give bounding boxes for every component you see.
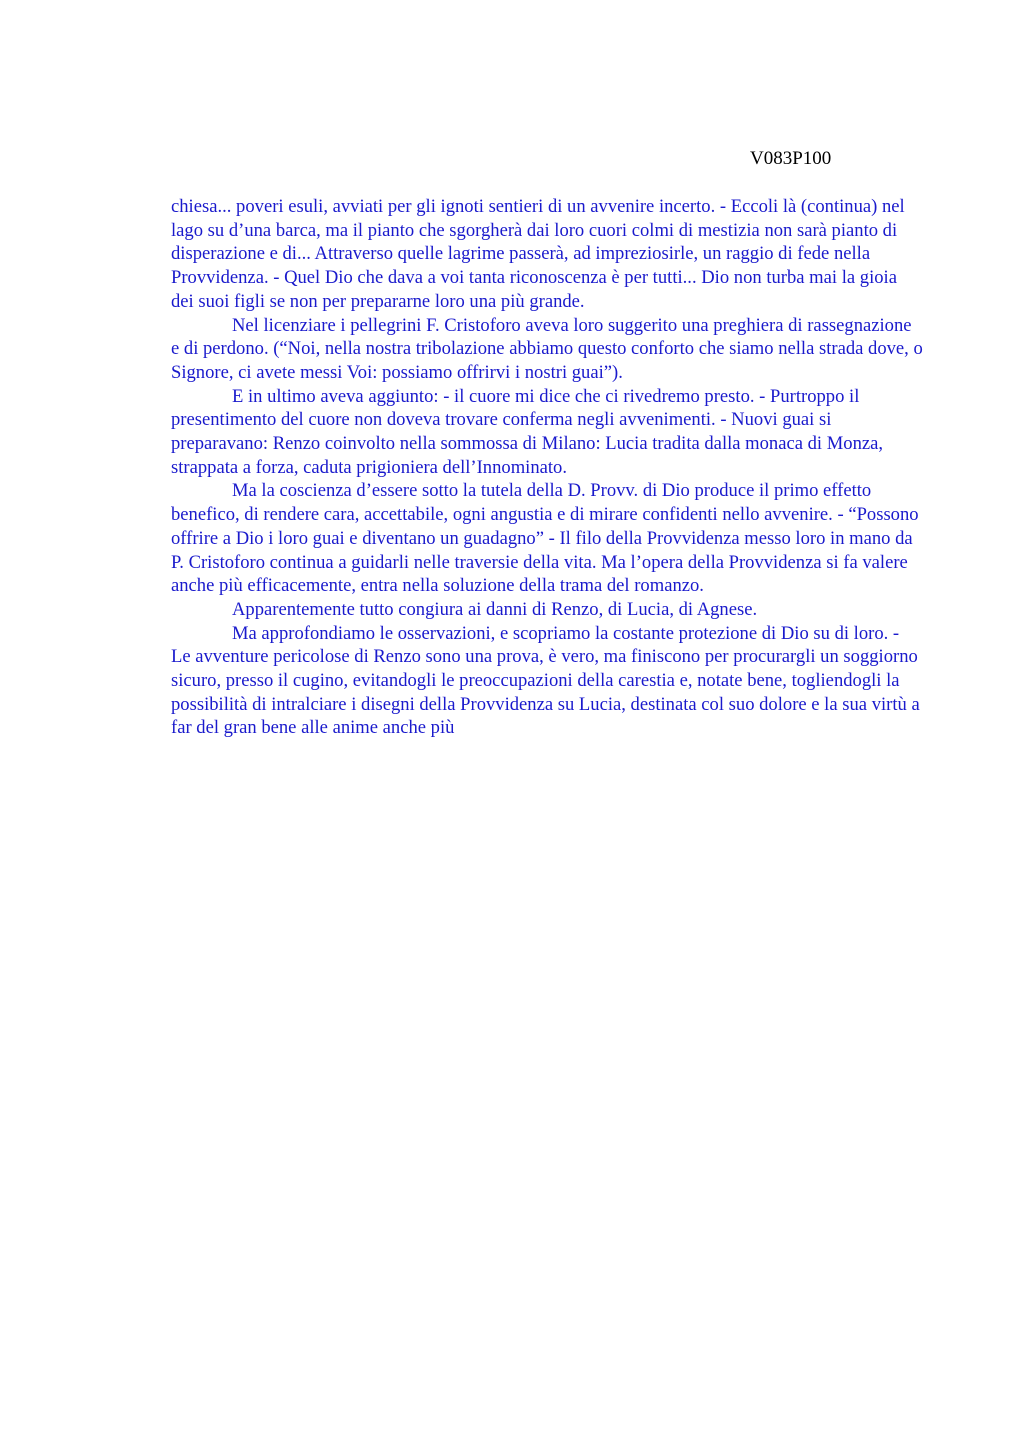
page-identifier: V083P100 bbox=[750, 148, 832, 169]
document-body bbox=[171, 195, 923, 740]
paragraph-3: E in ultimo aveva aggiunto: - il cuore mi dice che ci rivedremo presto. - Purtroppo il presentimento del cuore non doveva trovare conferma negli avvenimenti. - Nuovi guai si preparavano: Renzo coinvolto nella sommossa di Milano: Lucia tradita dalla monaca di Monza, strappata a forza, caduta prigioniera dell’Innominato. bbox=[171, 385, 884, 478]
paragraph-1: chiesa... poveri esuli, avviati per gli ignoti sentieri di un avvenire incerto. - Eccoli là (continua) nel lago su d’una barca, ma il pianto che sgorgherà dai loro cuori colmi di mestizia non sarà pianto di disperazione e di... Attraverso quelle lagrime passerà, ad impreziosirle, un raggio di fede nella Provvidenza. - Quel Dio che dava a voi tanta riconoscenza è per tutti... Dio non turba mai la gioia dei suoi figli se non per prepararne loro una più grande. bbox=[171, 196, 905, 312]
paragraph-2: Nel licenziare i pellegrini F. Cristoforo aveva loro suggerito una preghiera di rassegnazione e di perdono. (“Noi, nella nostra tribolazione abbiamo questo conforto che siamo nella strada dove, o Signore, ci avete messi Voi: possiamo offrirvi i nostri guai”). bbox=[171, 314, 923, 383]
paragraph-4: Ma la coscienza d’essere sotto la tutela della D. Provv. di Dio produce il primo effetto benefico, di rendere cara, accettabile, ogni angustia e di mirare confidenti nello avvenire. - “Possono offrire a Dio i loro guai e diventano un guadagno” - Il filo della Provvidenza messo loro in mano da P. Cristoforo continua a guidarli nelle traversie della vita. Ma l’opera della Provvidenza si fa valere anche più efficacemente, entra nella soluzione della trama del romanzo. bbox=[171, 480, 919, 597]
paragraph-5: Apparentemente tutto congiura ai danni di Renzo, di Lucia, di Agnese. bbox=[232, 598, 758, 620]
paragraph-6: Ma approfondiamo le osservazioni, e scopriamo la costante protezione di Dio su di loro. - Le avventure pericolose di Renzo sono una prova, è vero, ma finiscono per procurargli un soggiorno sicuro, presso il cugino, evitandogli le preoccupazioni della carestia e, notate bene, togliendogli la possibilità di intralciare i disegni della Provvidenza su Lucia, destinata col suo dolore e la sua virtù a far del gran bene alle anime anche più bbox=[171, 622, 920, 739]
